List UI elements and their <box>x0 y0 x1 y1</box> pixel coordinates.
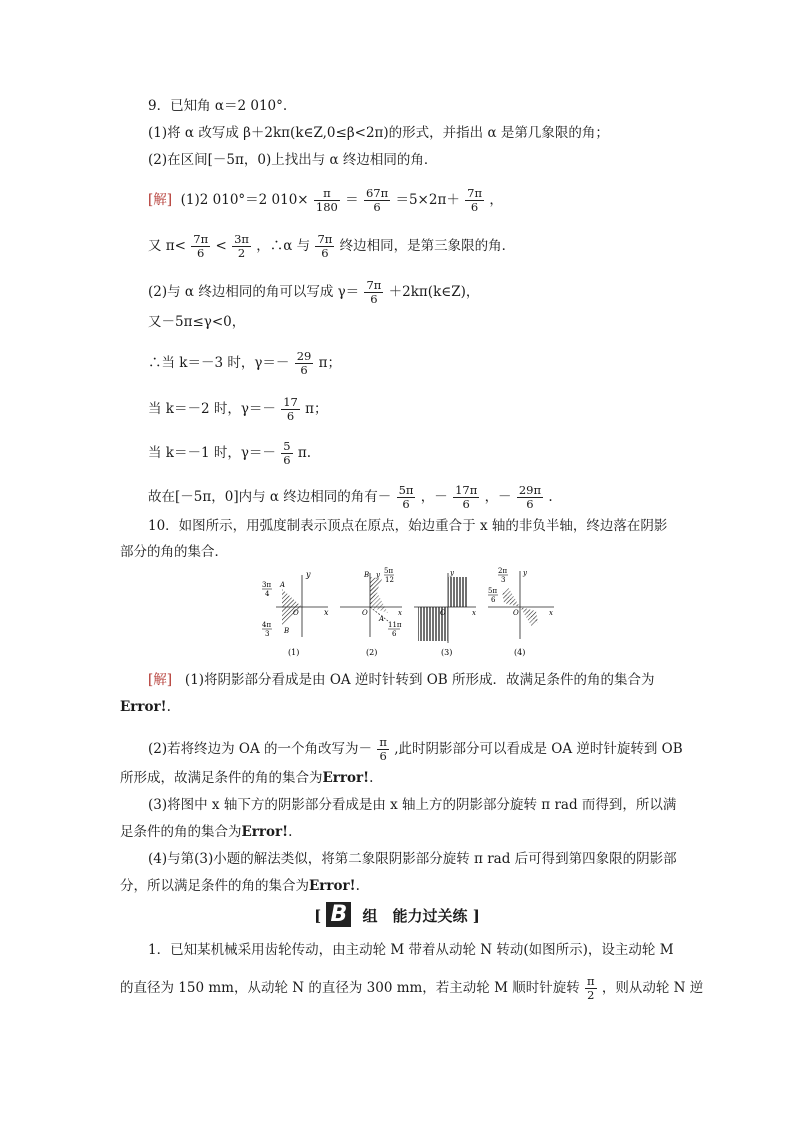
q10-line2: 部分的角的集合． <box>120 544 228 560</box>
svg-text:5π: 5π <box>384 567 394 575</box>
svg-text:x: x <box>398 609 402 617</box>
svg-text:O: O <box>362 609 368 617</box>
section-header: [ B 组 能力过关练 ] <box>314 902 480 927</box>
fraction: $\frac{67\pi}{6}$ <box>365 186 389 214</box>
q9-part2: (2)在区间[－5π，0)上找出与 α 终边相同的角． <box>148 152 438 168</box>
q10-sol-line1b: Error!. <box>120 699 171 715</box>
svg-text:B: B <box>284 627 290 635</box>
q9-sol-line1: [解] (1)2 010°＝2 010× $\frac{\pi}{180}$ ＝ $\frac{67\pi}{6}$ ＝5×2π＋ $\frac{7\pi}{6}$ ， <box>148 186 503 214</box>
error-placeholder: Error! <box>309 878 356 894</box>
svg-text:11π: 11π <box>388 621 402 629</box>
svg-text:12: 12 <box>385 576 394 584</box>
q10-sol-line1: [解] (1)将阴影部分看成是由 OA 逆时针转到 OB 所形成．故满足条件的角的集合为 <box>148 672 655 688</box>
fraction: $\frac{\pi}{6}$ <box>379 735 387 763</box>
fraction: $\frac{29}{6}$ <box>296 349 312 377</box>
svg-text:A: A <box>379 615 385 623</box>
q10-sol-line4b: 分，所以满足条件的角的集合为Error!. <box>120 878 360 894</box>
svg-text:O: O <box>293 609 299 617</box>
svg-text:4: 4 <box>265 590 270 598</box>
svg-text:2π: 2π <box>498 567 508 575</box>
fraction: $\frac{7\pi}{6}$ <box>317 232 333 260</box>
svg-text:O: O <box>513 609 519 617</box>
figure-panel-1 <box>262 570 329 657</box>
q10-sol-line3: (3)将图中 x 轴下方的阴影部分看成是由 x 轴上方的阴影部分旋转 π rad 而得到，所以满 <box>148 797 677 813</box>
solution-tag: [解] <box>148 192 173 208</box>
figure-panel-3 <box>414 569 476 657</box>
figure-panel-4 <box>488 567 554 657</box>
fraction: $\frac{\pi}{180}$ <box>315 186 338 214</box>
svg-text:x: x <box>324 608 329 617</box>
svg-text:A: A <box>280 581 286 589</box>
fraction: $\frac{5}{6}$ <box>283 439 291 467</box>
q9-sol-line7: 当 k＝－1 时，γ＝－ $\frac{5}{6}$ π. <box>148 439 312 467</box>
svg-text:B: B <box>364 571 370 579</box>
svg-text:x: x <box>472 609 476 617</box>
fraction: $\frac{17}{6}$ <box>283 395 298 423</box>
fraction: $\frac{17\pi}{6}$ <box>455 483 478 511</box>
q10-figure <box>258 563 558 663</box>
fraction: $\frac{7\pi}{6}$ <box>193 232 209 260</box>
q10-sol-line3b: 足条件的角的集合为Error!. <box>120 824 293 840</box>
svg-text:O: O <box>440 609 446 617</box>
fraction: $\frac{7\pi}{6}$ <box>366 278 382 306</box>
solution-tag: [解] <box>148 672 173 688</box>
error-placeholder: Error! <box>241 824 289 840</box>
section-badge: B <box>326 902 351 927</box>
q9-sol-line5: ∴当 k＝－3 时，γ＝－ $\frac{29}{6}$ π； <box>148 349 342 377</box>
svg-text:6: 6 <box>392 630 397 638</box>
q9-sol-line8: 故在[－5π，0]内与 α 终边相同的角有－ $\frac{5\pi}{6}$ ，－ $\frac{17\pi}{6}$ ，－ $\frac{29\pi}{6}$ . <box>148 483 553 511</box>
svg-text:(2): (2) <box>366 648 378 657</box>
q1-line2: 的直径为 150 mm，从动轮 N 的直径为 300 mm，若主动轮 M 顺时针旋转 $\frac{\pi}{2}$ ，则从动轮 N 逆 <box>120 974 704 1002</box>
svg-text:(1): (1) <box>288 648 300 657</box>
fraction: $\frac{\pi}{2}$ <box>587 974 595 1002</box>
svg-text:4π: 4π <box>262 621 272 629</box>
q9-sol-line3: (2)与 α 终边相同的角可以写成 γ＝ $\frac{7\pi}{6}$ ＋2kπ(k∈Z)， <box>148 278 480 306</box>
error-placeholder: Error! <box>120 699 167 715</box>
q10-sol-line2: (2)若将终边为 OA 的一个角改写为－ $\frac{\pi}{6}$ ,此时阴影部分可以看成是 OA 逆时针旋转到 OB <box>148 735 683 763</box>
fraction: $\frac{5\pi}{6}$ <box>398 483 414 511</box>
q10-sol-line2b: 所形成，故满足条件的角的集合为Error!. <box>120 770 374 786</box>
svg-text:(4): (4) <box>514 648 526 657</box>
svg-text:y: y <box>306 570 311 579</box>
fraction: $\frac{7\pi}{6}$ <box>467 186 483 214</box>
q9-sol-line2: 又 π< $\frac{7\pi}{6}$ < $\frac{3\pi}{2}$ ，∴α 与 $\frac{7\pi}{6}$ 终边相同，是第三象限的角． <box>148 232 516 260</box>
q9-sol-line6: 当 k＝－2 时，γ＝－ $\frac{17}{6}$ π； <box>148 395 328 423</box>
q9-part1: (1)将 α 改写成 β＋2kπ(k∈Z,0≤β<2π)的形式，并指出 α 是第几象限的角； <box>148 125 609 141</box>
svg-text:5π: 5π <box>488 587 498 595</box>
svg-text:3: 3 <box>501 576 506 584</box>
svg-text:6: 6 <box>491 596 496 604</box>
q10-line1: 10．如图所示，用弧度制表示顶点在原点，始边重合于 x 轴的非负半轴，终边落在阴影 <box>148 518 668 534</box>
svg-text:y: y <box>523 569 527 577</box>
svg-text:y: y <box>450 569 454 577</box>
fraction: $\frac{29\pi}{6}$ <box>518 483 542 511</box>
svg-text:x: x <box>549 609 553 617</box>
svg-text:3: 3 <box>265 630 270 638</box>
q9-sol-line4: 又－5π≤γ<0， <box>148 314 246 330</box>
q1-line1: 1．已知某机械采用齿轮传动，由主动轮 M 带着从动轮 N 转动(如图所示)，设主动轮 M <box>148 942 674 958</box>
q10-sol-line4: (4)与第(3)小题的解法类似，将第二象限阴影部分旋转 π rad 后可得到第四象限的阴影部 <box>148 851 677 867</box>
figure-panel-2 <box>340 567 402 657</box>
q9-title: 9．已知角 α＝2 010°. <box>148 98 288 114</box>
svg-text:y: y <box>376 571 380 579</box>
fraction: $\frac{3\pi}{2}$ <box>234 232 249 260</box>
error-placeholder: Error! <box>322 770 370 786</box>
svg-text:(3): (3) <box>441 648 453 657</box>
svg-text:3π: 3π <box>262 581 272 589</box>
